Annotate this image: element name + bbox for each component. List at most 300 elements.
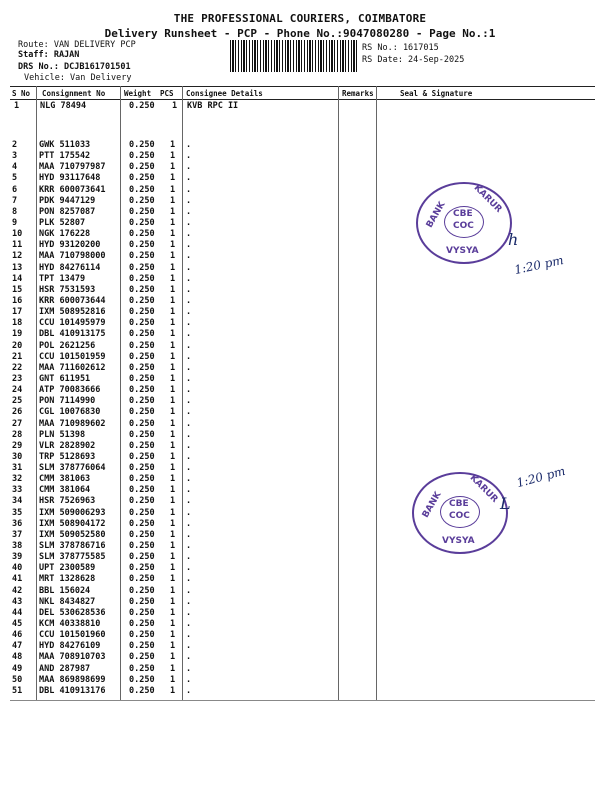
row-consignee: KVB RPC II [187,101,239,111]
row-consignment: HYD 93117648 [39,173,101,184]
row-weight: 0.250 [129,251,155,262]
row-weight: 0.250 [129,674,155,685]
table-row [0,251,600,262]
table-row [0,563,600,574]
row-sno: 1 [14,101,20,111]
row-pcs: 1 [170,663,176,674]
row-pcs: 1 [170,206,176,217]
row-sno: 47 [12,641,23,652]
row-sno: 51 [12,685,23,696]
row-pcs: 1 [170,652,176,663]
row-pcs: 1 [170,373,176,384]
row-weight: 0.250 [129,585,155,596]
row-sno: 45 [12,619,23,630]
table-row [0,407,600,418]
table-row [0,385,600,396]
table-row [0,474,600,485]
row-consignee: . [186,173,192,184]
row-pcs: 1 [170,385,176,396]
row-weight: 0.250 [129,284,155,295]
row-weight: 0.250 [129,140,155,150]
row-consignee: . [186,485,192,496]
col-header-sno: S No [12,89,31,98]
row-consignee: . [186,140,192,150]
row-consignment: MAA 710989602 [39,418,106,429]
row-consignment: CCU 101495979 [39,318,106,329]
row-pcs: 1 [170,496,176,507]
row-pcs: 1 [170,596,176,607]
row-consignee: . [186,463,192,474]
row-weight: 0.250 [129,318,155,329]
row-consignment: IXM 509052580 [39,529,106,540]
row-consignment: MAA 869898699 [39,674,106,685]
row-pcs: 1 [170,630,176,641]
table-row [0,374,600,385]
row-pcs: 1 [170,273,176,284]
table-row [0,307,600,318]
table-row [0,285,600,296]
row-consignment: AND 287987 [39,663,91,674]
row-consignment: CMM 381064 [39,485,91,496]
table-row [0,296,600,307]
row-weight: 0.250 [129,184,155,195]
bank-seal-stamp: BANK KARUR VYSYA CBE COC [412,472,508,554]
row-consignee: . [186,251,192,262]
row-consignee: . [186,440,192,451]
drs-number: DRS No.: DCJB161701501 [18,62,131,72]
row-pcs: 1 [170,318,176,329]
row-weight: 0.250 [129,663,155,674]
row-weight: 0.250 [129,307,155,318]
row-sno: 35 [12,507,23,518]
row-sno: 42 [12,585,23,596]
row-consignment: DEL 530628536 [39,607,106,618]
row-sno: 28 [12,429,23,440]
table-row [0,652,600,663]
table-row [0,597,600,608]
row-consignee: . [186,552,192,563]
row-consignee: . [186,262,192,273]
row-weight: 0.250 [129,485,155,496]
table-row [0,162,600,173]
row-weight: 0.250 [129,162,155,173]
row-consignment: IXM 508952816 [39,307,106,318]
row-consignment: HYD 84276109 [39,641,101,652]
row-weight: 0.250 [129,340,155,351]
row-weight: 0.250 [129,630,155,641]
row-weight: 0.250 [129,641,155,652]
row-pcs: 1 [170,518,176,529]
row-weight: 0.250 [129,173,155,184]
row-consignment: HSR 7531593 [39,284,96,295]
row-pcs: 1 [170,162,176,173]
col-header-pcs: PCS [160,89,174,98]
row-sno: 33 [12,485,23,496]
row-weight: 0.250 [129,451,155,462]
table-row [0,530,600,541]
row-consignee: . [186,195,192,206]
row-consignee: . [186,151,192,162]
row-sno: 20 [12,340,23,351]
row-weight: 0.250 [129,463,155,474]
row-consignment: SLM 378786716 [39,541,106,552]
row-sno: 26 [12,407,23,418]
row-consignee: . [186,663,192,674]
row-consignment: IXM 509006293 [39,507,106,518]
row-consignment: MAA 710797987 [39,162,106,173]
row-pcs: 1 [170,641,176,652]
row-sno: 7 [12,195,18,206]
row-sno: 44 [12,607,23,618]
row-consignee: . [186,574,192,585]
row-pcs: 1 [170,151,176,162]
row-sno: 21 [12,351,23,362]
row-consignment: HSR 7526963 [39,496,96,507]
row-sno: 41 [12,574,23,585]
table-row [0,541,600,552]
row-weight: 0.250 [129,407,155,418]
row-weight: 0.250 [129,607,155,618]
row-consignment: DBL 410913176 [39,685,106,696]
row-consignment: SLM 378776064 [39,463,106,474]
row-consignee: . [186,563,192,574]
row-pcs: 1 [170,295,176,306]
row-weight: 0.250 [129,541,155,552]
row-weight: 0.250 [129,474,155,485]
row-weight: 0.250 [129,240,155,251]
row-consignment: MAA 711602612 [39,362,106,373]
row-pcs: 1 [170,429,176,440]
row-consignment: MAA 708910703 [39,652,106,663]
row-weight: 0.250 [129,529,155,540]
table-row [0,441,600,452]
row-consignee: . [186,418,192,429]
row-sno: 6 [12,184,18,195]
row-weight: 0.250 [129,385,155,396]
row-pcs: 1 [170,607,176,618]
row-consignee: . [186,273,192,284]
row-sno: 8 [12,206,18,217]
row-consignment: NLG 78494 [40,101,87,111]
row-consignment: UPT 2300589 [39,563,96,574]
row-pcs: 1 [170,173,176,184]
row-consignee: . [186,474,192,485]
row-sno: 17 [12,307,23,318]
row-consignee: . [186,217,192,228]
row-consignment: NGK 176228 [39,229,91,240]
row-weight: 0.250 [129,273,155,284]
row-consignment: TRP 5128693 [39,451,96,462]
rs-date: RS Date: 24-Sep-2025 [362,55,465,65]
row-weight: 0.250 [129,217,155,228]
row-weight: 0.250 [129,151,155,162]
signature-mark: h [508,230,519,249]
col-header-seal: Seal & Signature [400,89,473,98]
row-consignment: KCM 40338810 [39,619,101,630]
row-consignment: CCU 101501960 [39,630,106,641]
runsheet-title: Delivery Runsheet - PCP - Phone No.:9047080280 - Page No.:1 [104,27,496,40]
row-pcs: 1 [170,284,176,295]
table-row [0,430,600,441]
rs-number: RS No.: 1617015 [362,43,439,53]
row-pcs: 1 [170,474,176,485]
row-weight: 0.250 [129,195,155,206]
table-row [0,552,600,563]
row-consignee: . [186,451,192,462]
row-pcs: 1 [170,340,176,351]
table-row [0,519,600,530]
row-consignment: KRR 600073641 [39,184,106,195]
row-sno: 16 [12,295,23,306]
row-consignee: . [186,184,192,195]
row-consignment: KRR 600073644 [39,295,106,306]
row-consignee: . [186,685,192,696]
row-weight: 0.250 [129,496,155,507]
row-consignee: . [186,630,192,641]
row-consignee: . [186,607,192,618]
row-pcs: 1 [170,184,176,195]
table-row [0,140,600,151]
row-weight: 0.250 [129,574,155,585]
company-name: THE PROFESSIONAL COURIERS, COIMBATORE [173,12,427,25]
row-pcs: 1 [170,307,176,318]
table-row [0,329,600,340]
row-pcs: 1 [170,463,176,474]
table-row [0,151,600,162]
row-sno: 22 [12,362,23,373]
table-row [0,352,600,363]
row-consignment: HYD 84276114 [39,262,101,273]
row-weight: 0.250 [129,429,155,440]
col-header-consignment: Consignment No [42,89,106,98]
row-weight: 0.250 [129,206,155,217]
row-pcs: 1 [170,407,176,418]
row-sno: 48 [12,652,23,663]
row-pcs: 1 [170,541,176,552]
table-row [0,463,600,474]
row-pcs: 1 [170,329,176,340]
row-pcs: 1 [170,674,176,685]
row-pcs: 1 [170,585,176,596]
row-sno: 32 [12,474,23,485]
row-consignee: . [186,307,192,318]
table-row [0,664,600,675]
row-sno: 34 [12,496,23,507]
row-sno: 50 [12,674,23,685]
row-sno: 46 [12,630,23,641]
signature-time: 1:20 pm [515,463,567,491]
row-consignment: VLR 2828902 [39,440,96,451]
row-pcs: 1 [170,440,176,451]
row-sno: 15 [12,284,23,295]
table-row [0,274,600,285]
row-consignee: . [186,206,192,217]
signature-time: 1:20 pm [513,252,565,278]
bank-seal-stamp: BANK KARUR VYSYA CBE COC [416,182,512,264]
row-pcs: 1 [170,485,176,496]
row-weight: 0.250 [129,563,155,574]
table-row [0,586,600,597]
table-row [0,619,600,630]
row-sno: 5 [12,173,18,184]
row-consignee: . [186,318,192,329]
row-consignee: . [186,162,192,173]
row-sno: 40 [12,563,23,574]
row-pcs: 1 [170,552,176,563]
row-pcs: 1 [170,362,176,373]
row-consignment: DBL 410913175 [39,329,106,340]
row-consignment: PON 7114990 [39,396,96,407]
row-consignment: PDK 9447129 [39,195,96,206]
row-weight: 0.250 [129,396,155,407]
row-sno: 36 [12,518,23,529]
table-row [0,396,600,407]
row-consignment: CGL 10076830 [39,407,101,418]
row-sno: 14 [12,273,23,284]
row-sno: 24 [12,385,23,396]
row-pcs: 1 [170,685,176,696]
table-bottom-rule [10,700,595,701]
row-consignment: CCU 101501959 [39,351,106,362]
row-consignee: . [186,240,192,251]
row-consignee: . [186,385,192,396]
row-consignee: . [186,652,192,663]
row-consignee: . [186,641,192,652]
row-consignee: . [186,373,192,384]
row-consignee: . [186,674,192,685]
row-sno: 30 [12,451,23,462]
barcode [230,40,358,72]
row-consignee: . [186,619,192,630]
route-label: Route: VAN DELIVERY PCP [18,40,136,50]
row-consignee: . [186,596,192,607]
row-pcs: 1 [170,451,176,462]
table-top-rule [10,86,595,87]
row-consignee: . [186,362,192,373]
row-weight: 0.250 [129,518,155,529]
row-weight: 0.250 [129,507,155,518]
row-sno: 49 [12,663,23,674]
row-weight: 0.250 [129,373,155,384]
row-weight: 0.250 [129,229,155,240]
row-pcs: 1 [170,140,176,150]
row-pcs: 1 [170,195,176,206]
row-weight: 0.250 [129,351,155,362]
row-pcs: 1 [170,418,176,429]
row-sno: 10 [12,229,23,240]
signature-mark: L [500,494,511,513]
row-consignment: TPT 13479 [39,273,86,284]
row-weight: 0.250 [129,329,155,340]
table-row [0,196,600,207]
row-sno: 12 [12,251,23,262]
vehicle-label: Vehicle: Van Delivery [24,73,132,83]
row-consignment: MRT 1328628 [39,574,96,585]
row-consignee: . [186,295,192,306]
row-pcs: 1 [170,262,176,273]
table-row [0,630,600,641]
row-pcs: 1 [170,240,176,251]
row-pcs: 1 [170,396,176,407]
table-row [0,574,600,585]
table-row [0,641,600,652]
row-consignee: . [186,518,192,529]
table-row [0,363,600,374]
row-consignee: . [186,507,192,518]
table-row [0,452,600,463]
row-consignment: PLN 51398 [39,429,86,440]
row-sno: 37 [12,529,23,540]
row-consignment: CMM 381063 [39,474,91,485]
col-header-remarks: Remarks [342,89,374,98]
row-sno: 13 [12,262,23,273]
row-consignee: . [186,585,192,596]
row-consignment: IXM 508904172 [39,518,106,529]
row-sno: 19 [12,329,23,340]
row-pcs: 1 [172,101,178,111]
row-consignee: . [186,429,192,440]
col-header-consignee: Consignee Details [186,89,263,98]
row-sno: 31 [12,463,23,474]
row-pcs: 1 [170,229,176,240]
table-row [0,675,600,686]
row-weight: 0.250 [129,362,155,373]
row-weight: 0.250 [129,685,155,696]
row-consignee: . [186,340,192,351]
row-consignment: POL 2621256 [39,340,96,351]
table-row [0,185,600,196]
row-consignee: . [186,351,192,362]
row-consignment: PLK 52807 [39,217,86,228]
row-pcs: 1 [170,574,176,585]
row-sno: 2 [12,140,18,150]
row-consignment: NKL 8434827 [39,596,96,607]
staff-label: Staff: RAJAN [18,50,80,60]
row-consignee: . [186,407,192,418]
table-row [0,419,600,430]
table-row [0,686,600,697]
row-consignment: HYD 93120200 [39,240,101,251]
row-sno: 39 [12,552,23,563]
rs-info [362,42,464,66]
row-sno: 3 [12,151,18,162]
row-consignment: GNT 611951 [39,373,91,384]
col-header-weight: Weight [124,89,152,98]
row-consignee: . [186,329,192,340]
row-sno: 38 [12,541,23,552]
row-consignment: SLM 378775585 [39,552,106,563]
row-consignee: . [186,496,192,507]
table-row [0,263,600,274]
row-weight: 0.250 [129,619,155,630]
table-header-rule [10,99,595,100]
row-sno: 9 [12,217,18,228]
row-sno: 11 [12,240,23,251]
row-weight: 0.250 [129,596,155,607]
row-pcs: 1 [170,351,176,362]
row-weight: 0.250 [129,295,155,306]
table-row [0,608,600,619]
row-consignment: GWK 511033 [39,140,91,150]
row-consignee: . [186,541,192,552]
row-consignment: PON 8257087 [39,206,96,217]
row-consignee: . [186,396,192,407]
row-weight: 0.250 [129,101,155,111]
row-sno: 43 [12,596,23,607]
row-pcs: 1 [170,251,176,262]
row-consignment: PTT 175542 [39,151,91,162]
row-pcs: 1 [170,619,176,630]
